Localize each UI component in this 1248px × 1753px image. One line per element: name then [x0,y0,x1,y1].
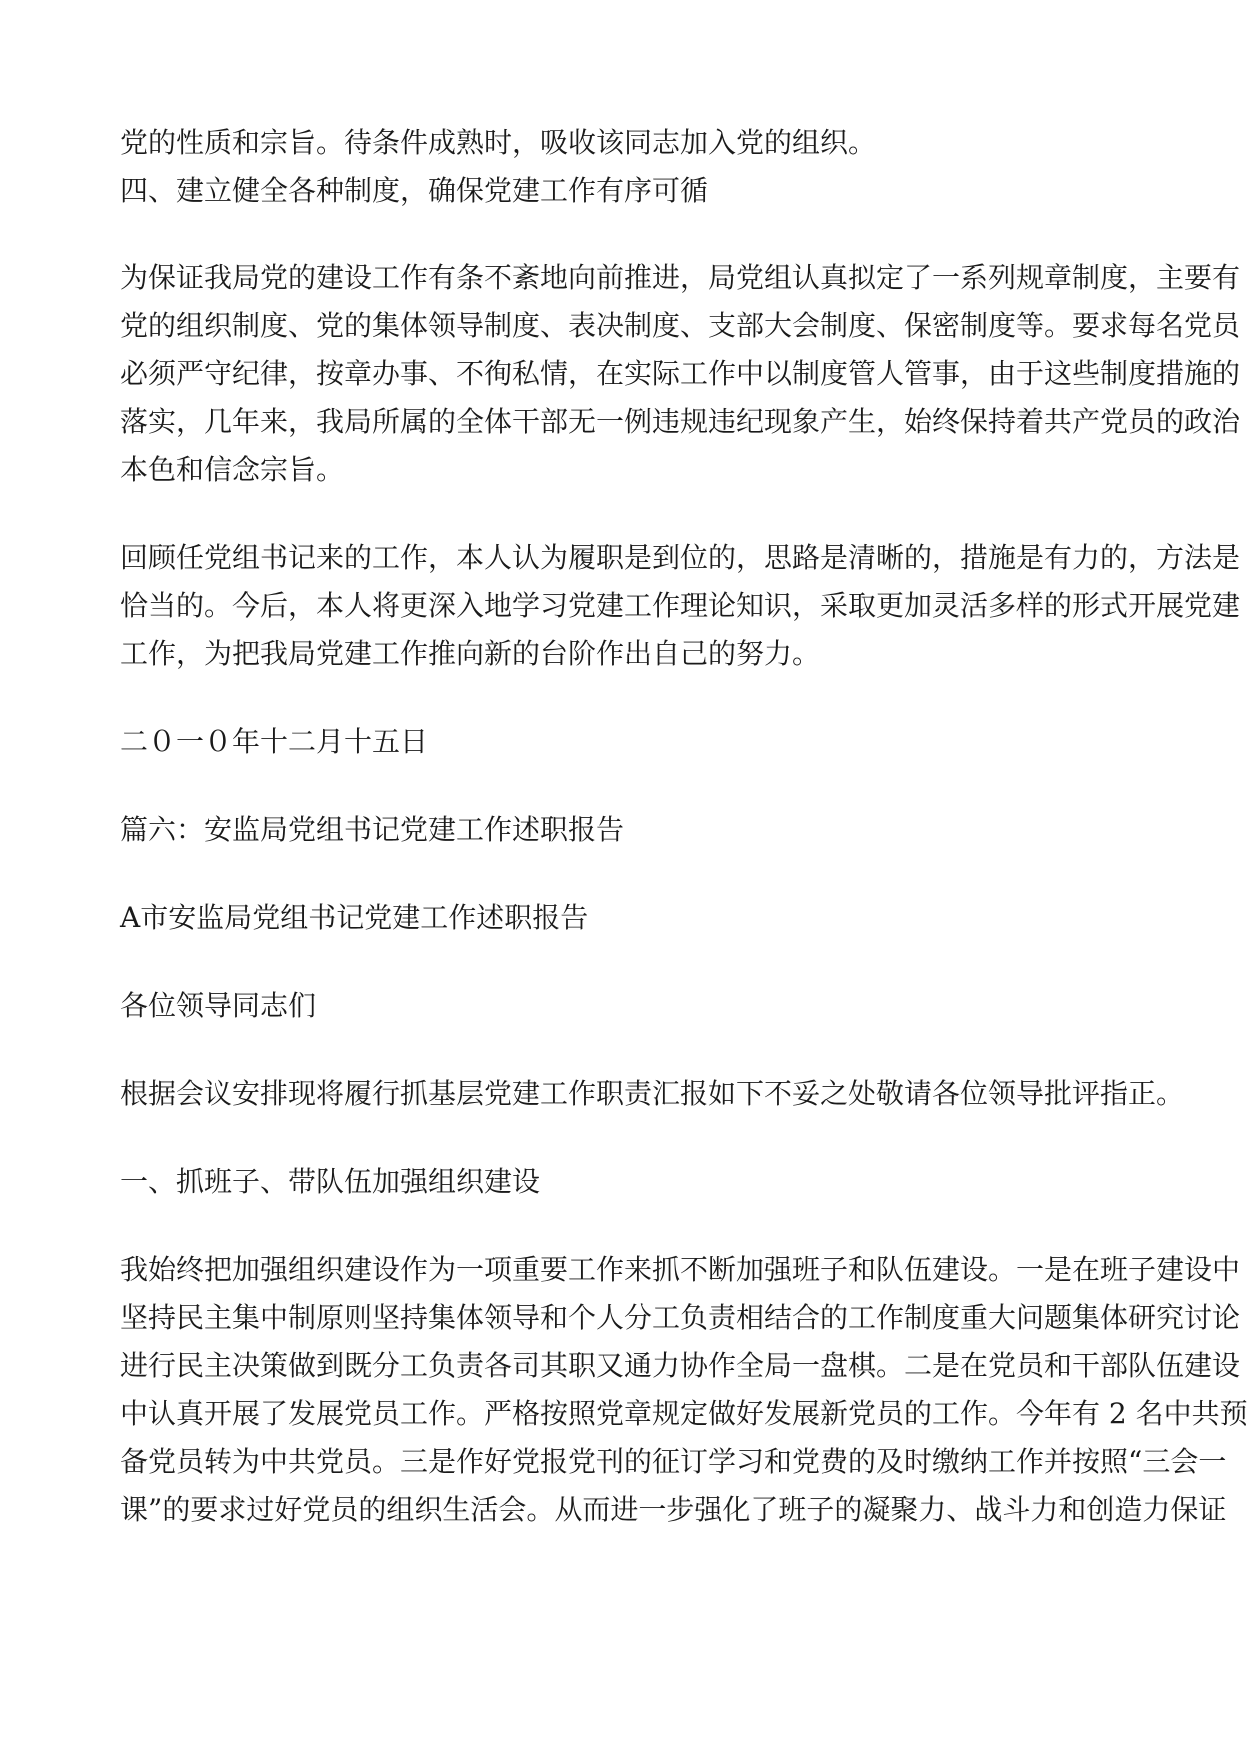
text-line: 备党员转为中共党员。三是作好党报党刊的征订学习和党费的及时缴纳工作并按照“三会一 [120,1445,1227,1478]
text-line: 党的组织制度、党的集体领导制度、表决制度、支部大会制度、保密制度等。要求每名党员 [120,309,1241,342]
text-line: 本色和信念宗旨。 [120,453,345,486]
text-line: 恰当的。今后，本人将更深入地学习党建工作理论知识，采取更加灵活多样的形式开展党建 [120,589,1241,622]
text-line: 回顾任党组书记来的工作，本人认为履职是到位的，思路是清晰的，措施是有力的，方法是 [120,541,1241,574]
text-line: 必须严守纪律，按章办事、不徇私情，在实际工作中以制度管人管事，由于这些制度措施的 [120,357,1241,390]
text-line: 落实，几年来，我局所属的全体干部无一例违规违纪现象产生，始终保持着共产党员的政治 [120,405,1241,438]
section-heading: 一、抓班子、带队伍加强组织建设 [120,1165,541,1198]
text-line: 坚持民主集中制原则坚持集体领导和个人分工负责相结合的工作制度重大问题集体研究讨论 [120,1301,1241,1334]
report-title: A市安监局党组书记党建工作述职报告 [120,901,589,934]
salutation: 各位领导同志们 [120,989,317,1022]
text-line: 工作，为把我局党建工作推向新的台阶作出自己的努力。 [120,637,821,670]
text-line: 进行民主决策做到既分工负责各司其职又通力协作全局一盘棋。二是在党员和干部队伍建设 [120,1349,1241,1382]
text-line: 课”的要求过好党员的组织生活会。从而进一步强化了班子的凝聚力、战斗力和创造力保证 [120,1493,1227,1526]
chapter-title: 篇六：安监局党组书记党建工作述职报告 [120,813,625,846]
text-line: 我始终把加强组织建设作为一项重要工作来抓不断加强班子和队伍建设。一是在班子建设中 [120,1253,1241,1286]
text-line: 根据会议安排现将履行抓基层党建工作职责汇报如下不妥之处敬请各位领导批评指正。 [120,1077,1185,1110]
text-line: 党的性质和宗旨。待条件成熟时，吸收该同志加入党的组织。 [120,126,877,159]
text-line: 为保证我局党的建设工作有条不紊地向前推进，局党组认真拟定了一系列规章制度，主要有 [120,261,1241,294]
text-line: 中认真开展了发展党员工作。严格按照党章规定做好发展新党员的工作。今年有 2 名中共预 [120,1397,1248,1430]
date-line: 二０一０年十二月十五日 [120,725,429,758]
section-heading: 四、建立健全各种制度，确保党建工作有序可循 [120,174,709,207]
